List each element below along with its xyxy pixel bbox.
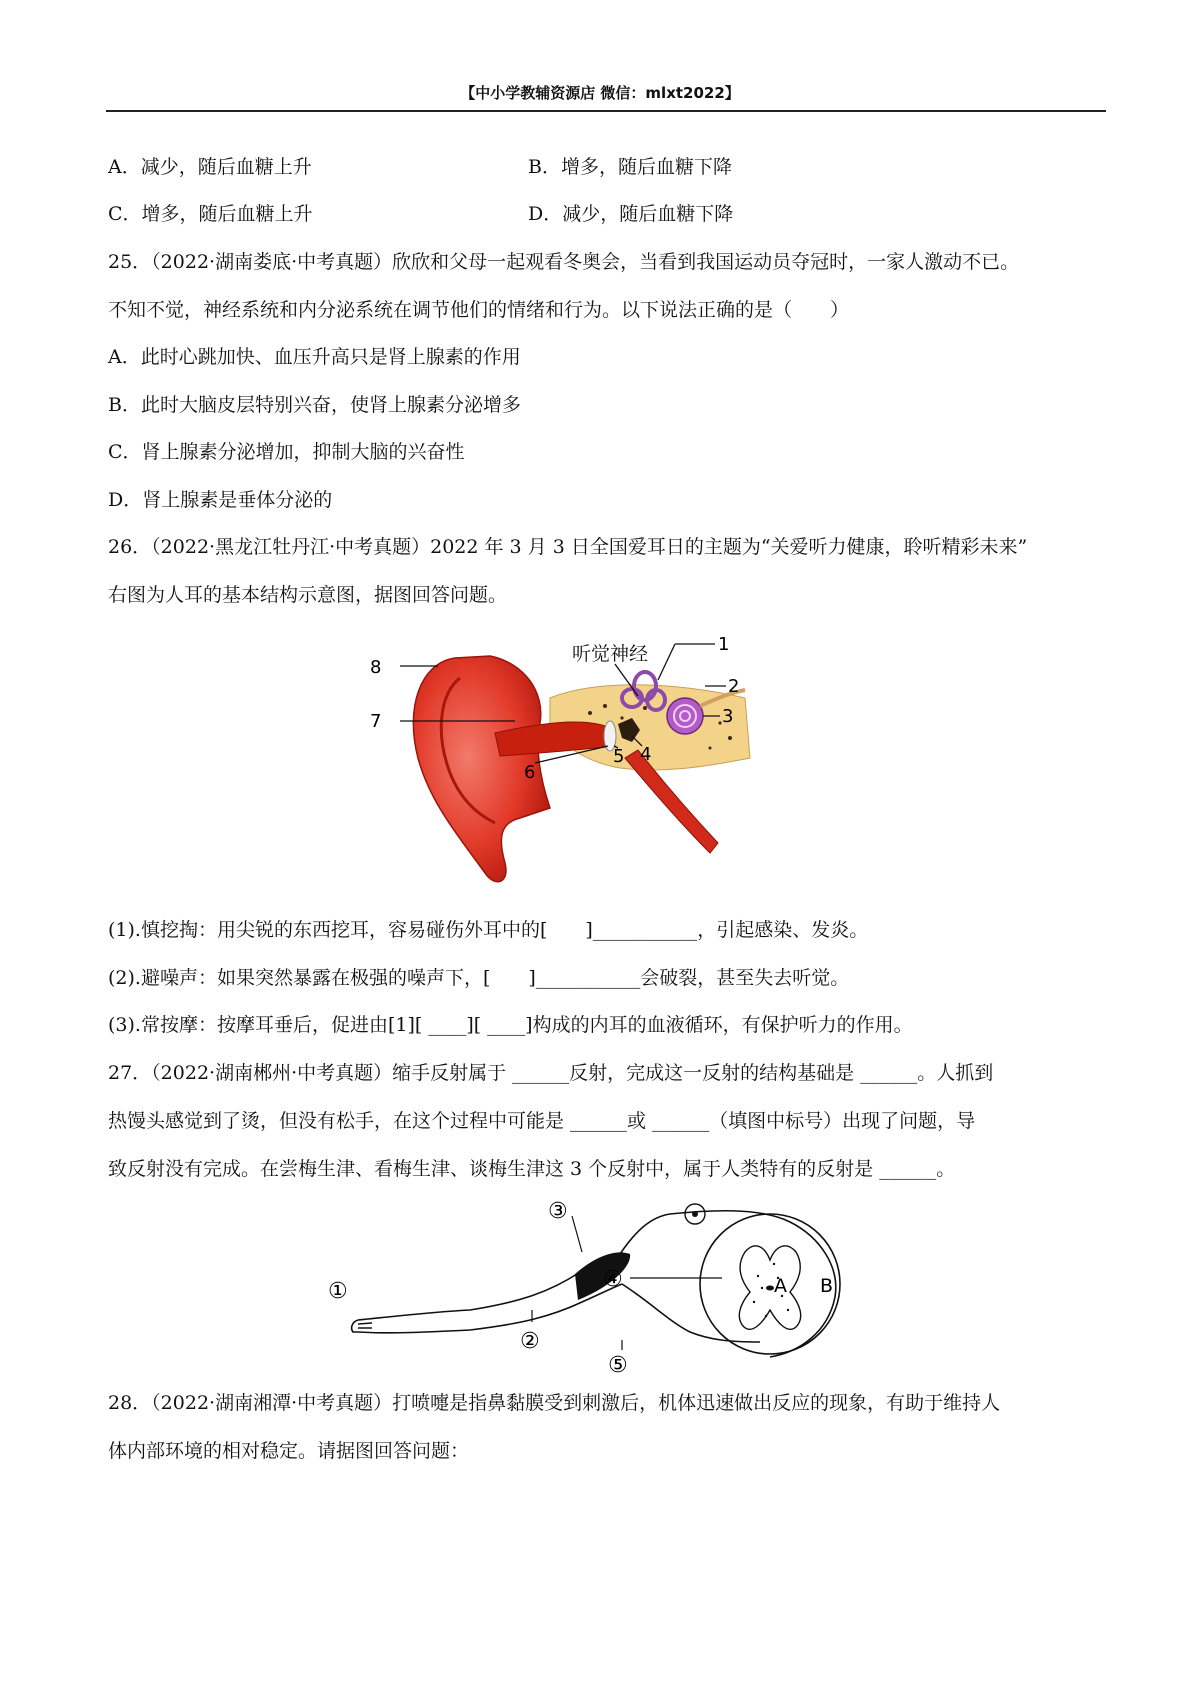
q25-stem-line1: 25．（2022·湖南娄底·中考真题）欣欣和父母一起观看冬奥会，当看到我国运动员夺冠时，一家人激动不已。 <box>108 251 1020 273</box>
auditory-nerve-label: 听觉神经 <box>572 643 649 665</box>
q24-option-b: B．增多，随后血糖下降 <box>528 156 732 178</box>
spinal-cord-outline <box>700 1214 840 1354</box>
cochlea <box>667 698 703 734</box>
q28-line1: 28．（2022·湖南湘潭·中考真题）打喷嚏是指鼻黏膜受到刺激后，机体迅速做出反应的现象，有助于维持人 <box>108 1392 1001 1414</box>
reflex-label-2: ② <box>520 1329 540 1354</box>
page-header: 【中小学教辅资源店 微信：mlxt2022】 <box>460 84 740 102</box>
reflex-label-1: ① <box>328 1279 348 1304</box>
ear-label-1: 1 <box>718 634 730 655</box>
q24-option-c: C．增多，随后血糖上升 <box>108 203 313 225</box>
region-label-b: B <box>820 1275 834 1297</box>
reflex-arc-diagram <box>328 1192 870 1378</box>
q26-sub3: (3).常按摩：按摩耳垂后，促进由[1][ ____][ ____]构成的内耳的血液循环，有保护听力的作用。 <box>108 1014 913 1036</box>
q24-option-a: A．减少，随后血糖上升 <box>108 156 312 178</box>
q25-option-a: A．此时心跳加快、血压升高只是肾上腺素的作用 <box>108 346 521 368</box>
reflex-label-3: ③ <box>548 1199 568 1224</box>
q26-stem-line1: 26．（2022·黑龙江牡丹江·中考真题）2022 年 3 月 3 日全国爱耳日的主题为“关爱听力健康，聆听精彩未来” <box>108 536 1028 558</box>
reflex-label-5: ⑤ <box>608 1353 628 1378</box>
ear-label-3: 3 <box>722 706 734 727</box>
q25-option-d: D．肾上腺素是垂体分泌的 <box>108 489 333 511</box>
hand <box>352 1320 372 1332</box>
q27-line2: 热馒头感觉到了烫，但没有松手，在这个过程中可能是 ______或 ______（填图中标号）出现了问题，导 <box>108 1110 976 1132</box>
header-divider <box>106 110 1106 112</box>
q28-line2: 体内部环境的相对稳定。请据图回答问题： <box>108 1440 470 1462</box>
sensory-neuron-path <box>620 1211 836 1357</box>
q25-stem-line2: 不知不觉，神经系统和内分泌系统在调节他们的情绪和行为。以下说法正确的是（ ） <box>108 299 850 321</box>
q25-option-c: C．肾上腺素分泌增加，抑制大脑的兴奋性 <box>108 441 465 463</box>
q27-line1: 27．（2022·湖南郴州·中考真题）缩手反射属于 ______反射，完成这一反射的结构基础是 ______。人抓到 <box>108 1062 994 1084</box>
ear-label-6: 6 <box>524 762 536 783</box>
q25-option-b: B．此时大脑皮层特别兴奋，使肾上腺素分泌增多 <box>108 394 521 416</box>
q26-sub1: (1).慎挖掏：用尖锐的东西挖耳，容易碰伤外耳中的[ ]___________，引起感染、发炎。 <box>108 919 869 941</box>
ear-label-8: 8 <box>370 657 382 678</box>
region-label-a: A <box>774 1275 787 1297</box>
q26-sub2: (2).避噪声：如果突然暴露在极强的噪声下，[ ]___________会破裂，甚至失去听觉。 <box>108 967 850 989</box>
q24-option-d: D．减少，随后血糖下降 <box>528 203 734 225</box>
leader-circ3 <box>572 1216 582 1252</box>
q27-line3: 致反射没有完成。在尝梅生津、看梅生津、谈梅生津这 3 个反射中，属于人类特有的反射是 ______。 <box>108 1158 956 1180</box>
leader-1-diag <box>658 644 675 680</box>
ear-label-7: 7 <box>370 711 382 732</box>
ear-structure-diagram <box>370 634 820 890</box>
ear-label-5: 5 <box>613 746 625 767</box>
q26-stem-line2: 右图为人耳的基本结构示意图，据图回答问题。 <box>108 584 508 606</box>
ear-label-4: 4 <box>640 744 652 765</box>
reflex-label-4: ④ <box>603 1267 623 1292</box>
ear-label-2: 2 <box>728 676 740 697</box>
